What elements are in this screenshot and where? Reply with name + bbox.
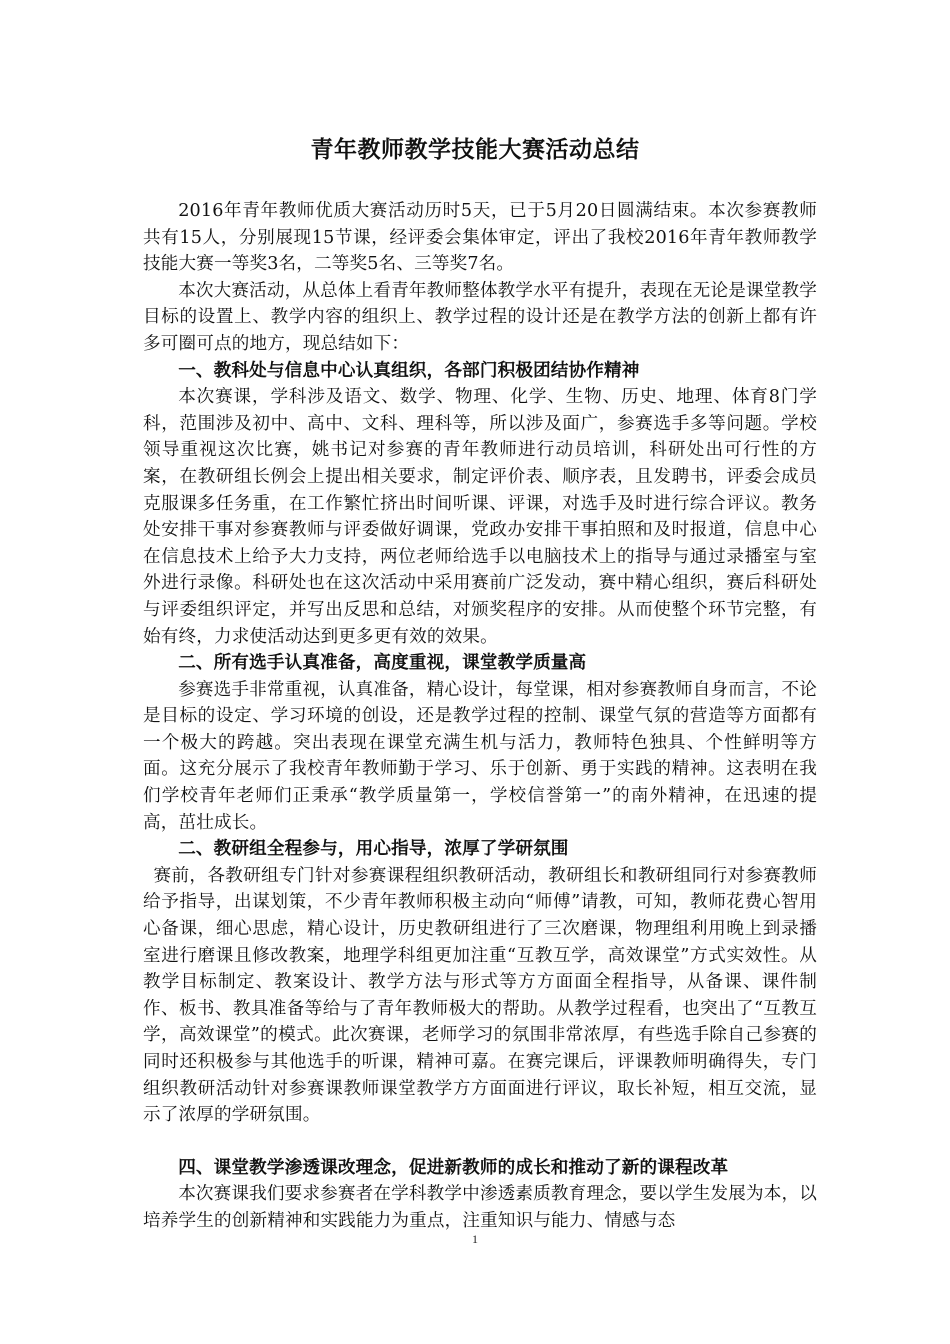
section-3-text: 赛前，各教研组专门针对参赛课程组织教研活动，教研组长和教研组同行对参赛教师给予指导，出谋划策，不少青年教师积极主动向“师傅”请教，可知，教师花费心智用心备课，细心思虑，精心设计，历史教研组进行了三次磨课，物理组利用晚上到录播室进行磨课且修改教案，地理学科组更加注重“互教互学，高效课堂”方式实效性。从教学目标制定、教案设计、教学方法与形式等方方面面全程指导，从备课、课件制作、板书、教具准备等给与了青年教师极大的帮助。从教学过程看，也突出了“互教互学，高效课堂”的模式。此次赛课，老师学习的氛围非常浓厚，有些选手除自己参赛的同时还积极参与其他选手的听课，精神可嘉。在赛完课后，评课教师明确得失，专门组织教研活动针对参赛课教师课堂教学方方面面进行评议，取长补短，相互交流，显示了浓厚的学研氛围。 <box>143 865 817 1126</box>
section-spacer <box>143 1129 817 1155</box>
document-body <box>143 198 817 1235</box>
section-4-heading: 四、课堂教学渗透课改理念，促进新教师的成长和推动了新的课程改革 <box>178 1157 729 1178</box>
section-1-text: 本次赛课，学科涉及语文、数学、物理、化学、生物、历史、地理、体育8门学科，范围涉及初中、高中、文科、理科等，所以涉及面广，参赛选手多等问题。学校领导重视这次比赛，姚书记对参赛的青年教师进行动员培训，科研处出可行性的方案，在教研组长例会上提出相关要求，制定评价表、顺序表，且发聘书，评委会成员克服课多任务重，在工作繁忙挤出时间听课、评课，对选手及时进行综合评议。教务处安排干事对参赛教师与评委做好调课，党政办安排干事拍照和及时报道，信息中心在信息技术上给予大力支持，两位老师给选手以电脑技术上的指导与通过录播室与室外进行录像。科研处也在这次活动中采用赛前广泛发动，赛中精心组织，赛后科研处与评委组织评定，并写出反思和总结，对颁奖程序的安排。从而使整个环节完整，有始有终，力求使活动达到更多更有效的效果。 <box>143 387 817 647</box>
page-number: 1 <box>472 1232 478 1246</box>
intro-paragraph-1: 2016年青年教师优质大赛活动历时5天，已于5月20日圆满结束。本次参赛教师共有15人，分别展现15节课，经评委会集体审定，评出了我校2016年青年教师教学技能大赛一等奖3名，二等奖5名、三等奖7名。 <box>143 201 817 275</box>
section-2-text: 参赛选手非常重视，认真准备，精心设计，每堂课，相对参赛教师自身而言，不论是目标的设定、学习环境的创设，还是教学过程的控制、课堂气氛的营造等方面都有一个极大的跨越。突出表现在课堂充满生机与活力，教师特色独具、个性鲜明等方面。这充分展示了我校青年教师勤于学习、乐于创新、勇于实践的精神。这表明在我们学校青年老师们正秉承“教学质量第一，学校信誉第一”的南外精神，在迅速的提高，茁壮成长。 <box>143 679 817 833</box>
section-3-heading: 二、教研组全程参与，用心指导，浓厚了学研氛围 <box>178 839 569 860</box>
section-2-heading: 二、所有选手认真准备，高度重视，课堂教学质量高 <box>178 653 587 674</box>
section-1-heading: 一、教科处与信息中心认真组织，各部门积极团结协作精神 <box>178 360 640 381</box>
document-title: 青年教师教学技能大赛活动总结 <box>310 137 640 163</box>
intro-paragraph-2: 本次大赛活动，从总体上看青年教师整体教学水平有提升，表现在无论是课堂教学目标的设置上、教学内容的组织上、教学过程的设计还是在教学方法的创新上都有许多可圈可点的地方，现总结如下： <box>143 280 817 354</box>
section-4-text: 本次赛课我们要求参赛者在学科教学中渗透素质教育理念，要以学生发展为本，以培养学生的创新精神和实践能力为重点，注重知识与能力、情感与态 <box>143 1184 817 1231</box>
